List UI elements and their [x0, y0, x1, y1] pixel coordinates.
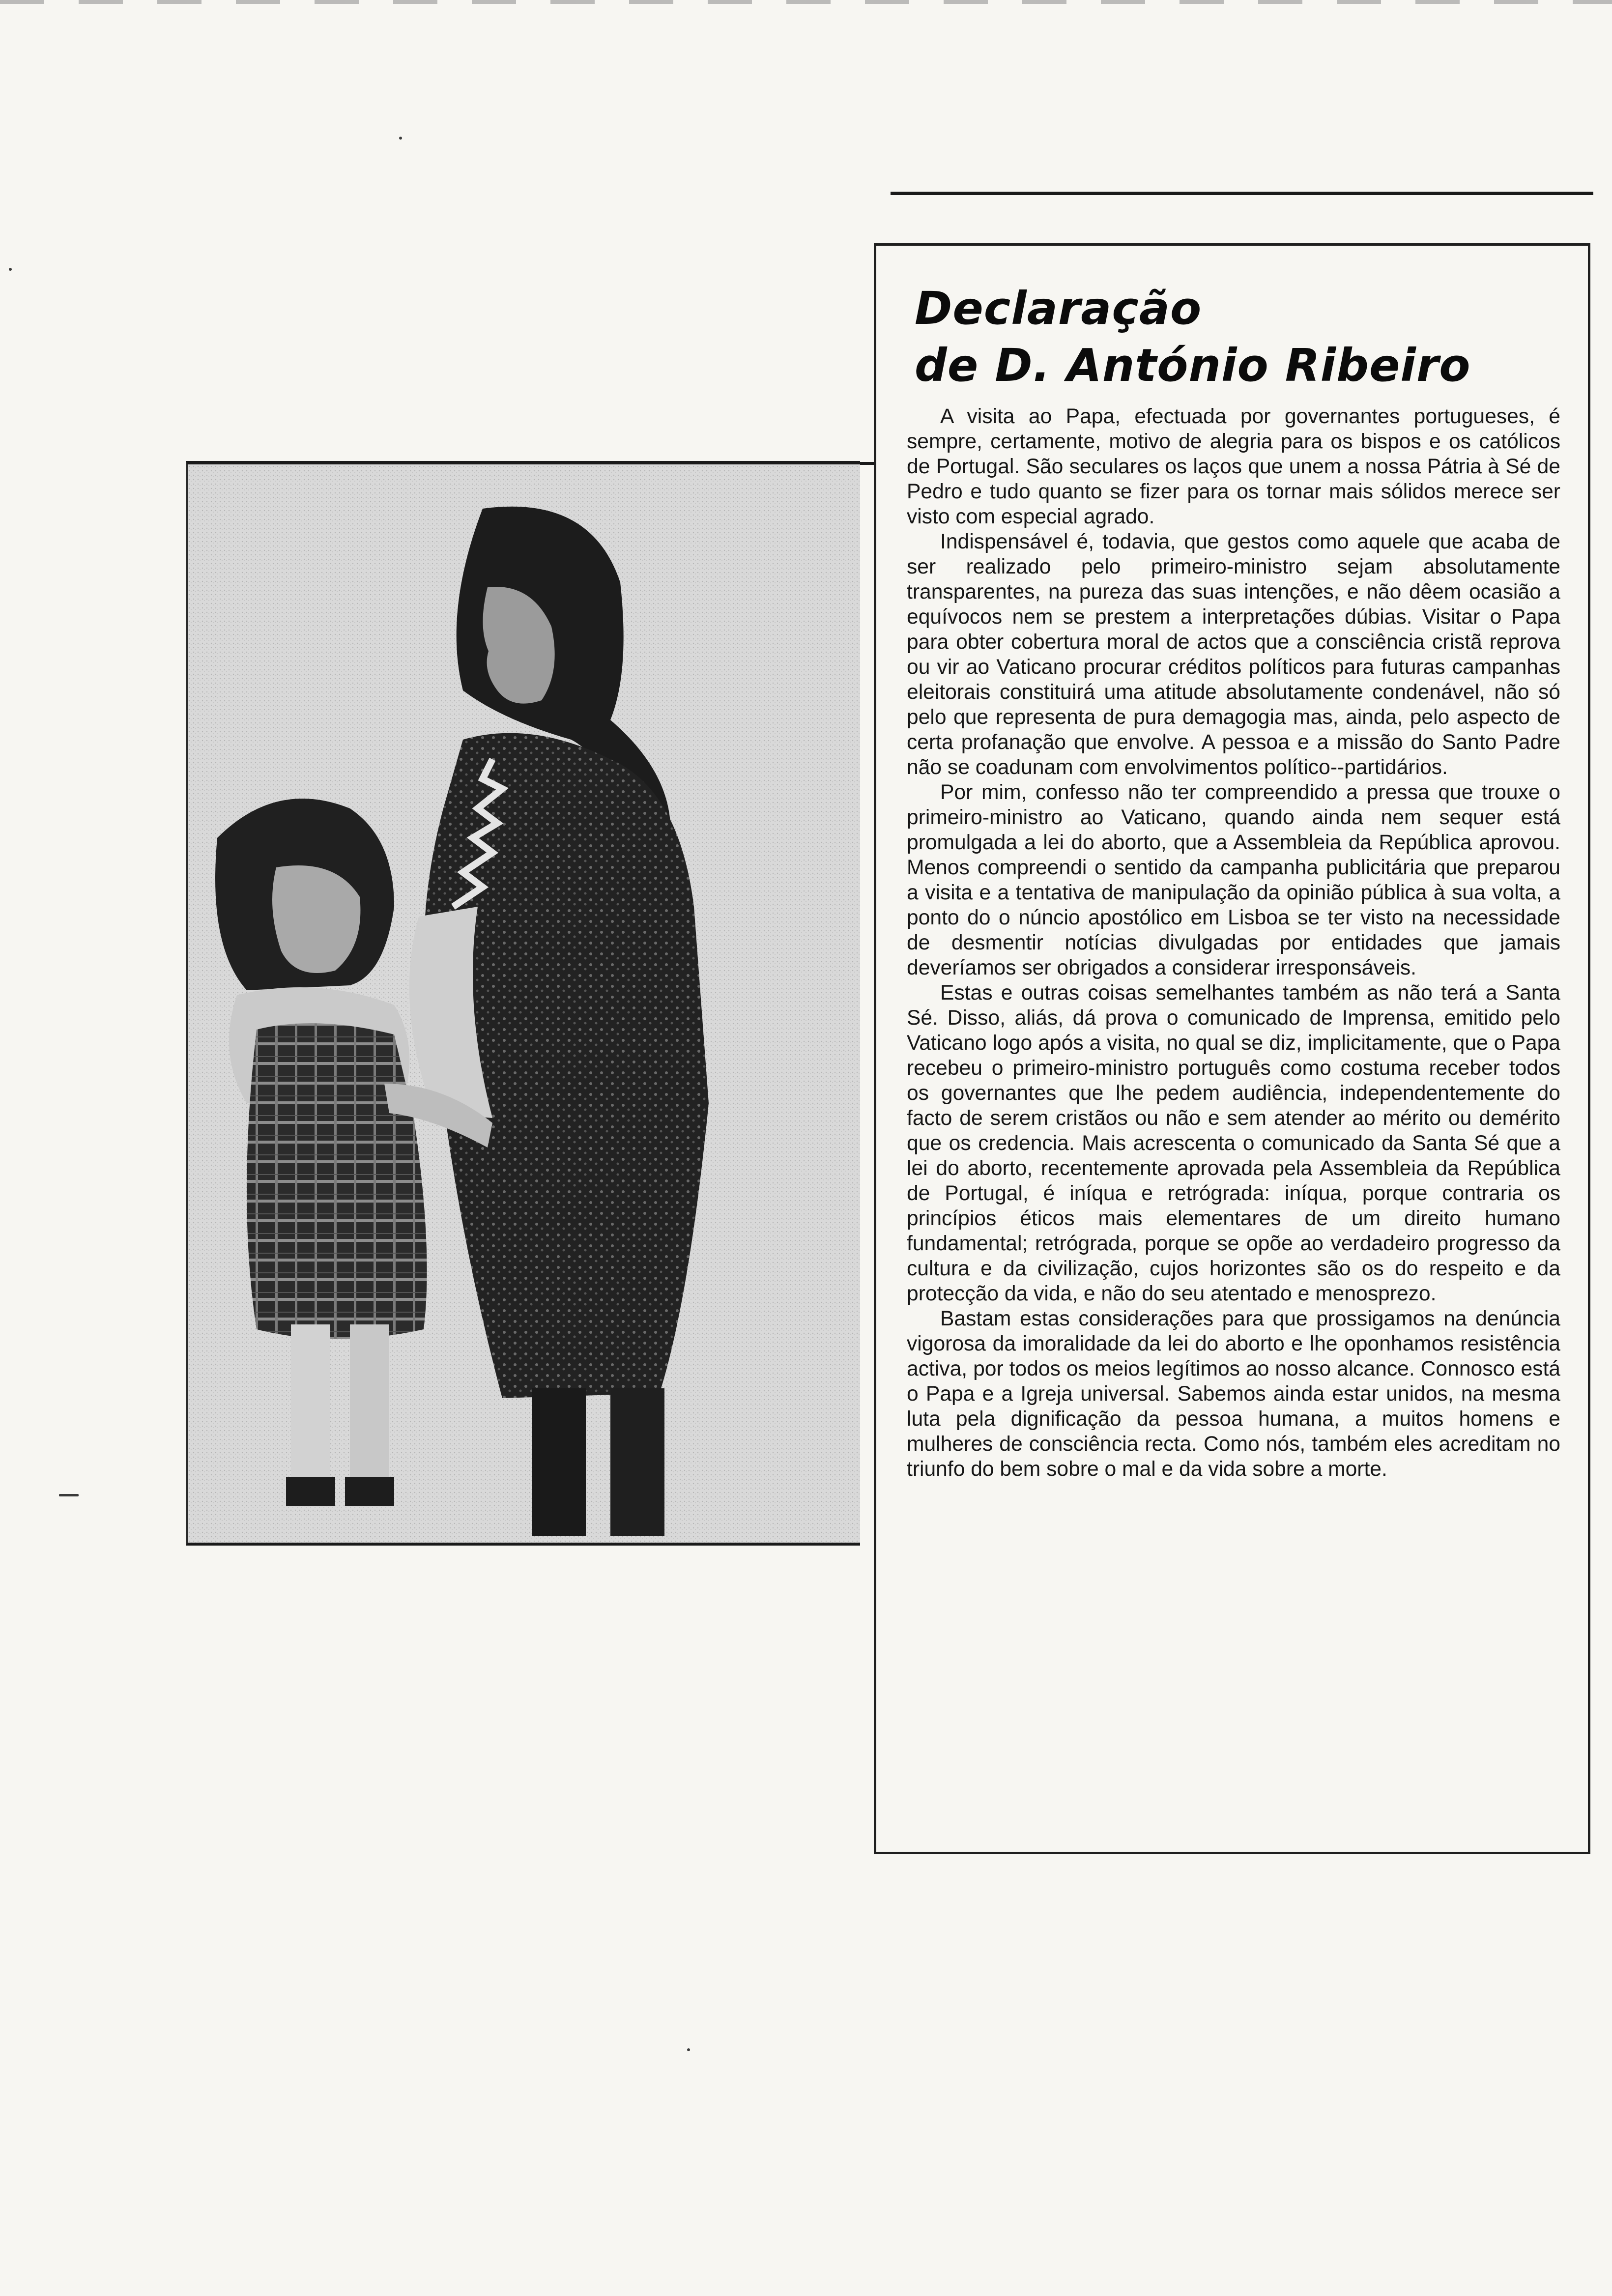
paragraph: Bastam estas considerações para que prossigamos na denúncia vigorosa da imoralidade da lei do aborto e lhe oponhamos resistência activa, por todos os meios legítimos ao nosso alcance. Connosco está o Papa e a Igreja universal. Sabemos ainda estar unidos, na mesma luta pela dignificação da pessoa humana, a muitos homens e mulheres de consciência recta. Como nós, também eles acreditam no triunfo do bem sobre o mal e da vida sobre a morte. — [907, 1307, 1560, 1481]
scan-speck — [399, 137, 402, 140]
scan-speck — [9, 268, 12, 271]
scan-speck — [687, 2048, 690, 2051]
article-title — [915, 280, 1471, 394]
article-box — [874, 243, 1590, 1854]
paragraph: A visita ao Papa, efectuada por governantes portugueses, é sempre, certamente, motivo de alegria para os bispos e os católicos de Portugal. São seculares os laços que unem a nossa Pátria à Sé de Pedro e tudo quanto se fizer para os tornar mais sólidos merece ser visto com especial agrado. — [907, 404, 1560, 528]
scan-speck — [59, 1494, 79, 1496]
title-line-1: Declaração — [915, 282, 1202, 335]
scan-edge-mark — [0, 0, 1612, 4]
paragraph: Por mim, confesso não ter compreendido a pressa que trouxe o primeiro-ministro ao Vaticano, quando ainda nem sequer está promulgada a lei do aborto, que a Assembleia da República aprovou. Menos compreendi o sentido da campanha publicitária que preparou a visita e a tentativa de manipulação da opinião pública à sua volta, a ponto do o núncio apostólico em Lisboa se ter visto na necessidade de desmentir notícias divulgadas por entidades que jamais deveríamos ser obrigados a considerar irresponsáveis. — [907, 780, 1560, 979]
article-body — [907, 404, 1560, 1482]
title-line-2: de D. António Ribeiro — [915, 339, 1471, 392]
top-rule — [891, 192, 1593, 195]
paragraph: Estas e outras coisas semelhantes também as não terá a Santa Sé. Disso, aliás, dá prova o comunicado de Imprensa, emitido pelo Vaticano logo após a visita, no qual se diz, implicitamente, que o Papa recebeu o primeiro-ministro português como costuma receber todos os governantes que lhe pedem audiência, independentemente do facto de serem cristãos ou não e sem atender ao mérito ou demérito que os credencia. Mais acrescenta o comunicado da Santa Sé que a lei do aborto, recentemente aprovada pela Assembleia da República de Portugal, é iníqua e retrógrada: iníqua, porque contraria os princípios éticos mais elementares de um direito humano fundamental; retrógrada, porque se opõe ao verdadeiro progresso da cultura e da civilização, cujos horizontes são os do respeito e da protecção da vida, e não do seu atentado e menosprezo. — [907, 981, 1560, 1305]
paragraph: Indispensável é, todavia, que gestos como aquele que acaba de ser realizado pelo primeiro-ministro sejam absolutamente transparentes, na pureza das suas intenções, e não dêem ocasião a equívocos nem se prestem a interpretações dúbias. Visitar o Papa para obter cobertura moral de actos que a consciência cristã reprova ou vir ao Vaticano procurar créditos políticos para futuras campanhas eleitorais constituirá uma atitude absolutamente condenável, não só pelo que representa de pura demagogia mas, ainda, pelo aspecto de certa profanação que envolve. A pessoa e a missão do Santo Padre não se coadunam com envolvimentos político--partidários. — [907, 530, 1560, 779]
photo-illustration — [188, 464, 860, 1543]
news-photo — [186, 461, 860, 1546]
